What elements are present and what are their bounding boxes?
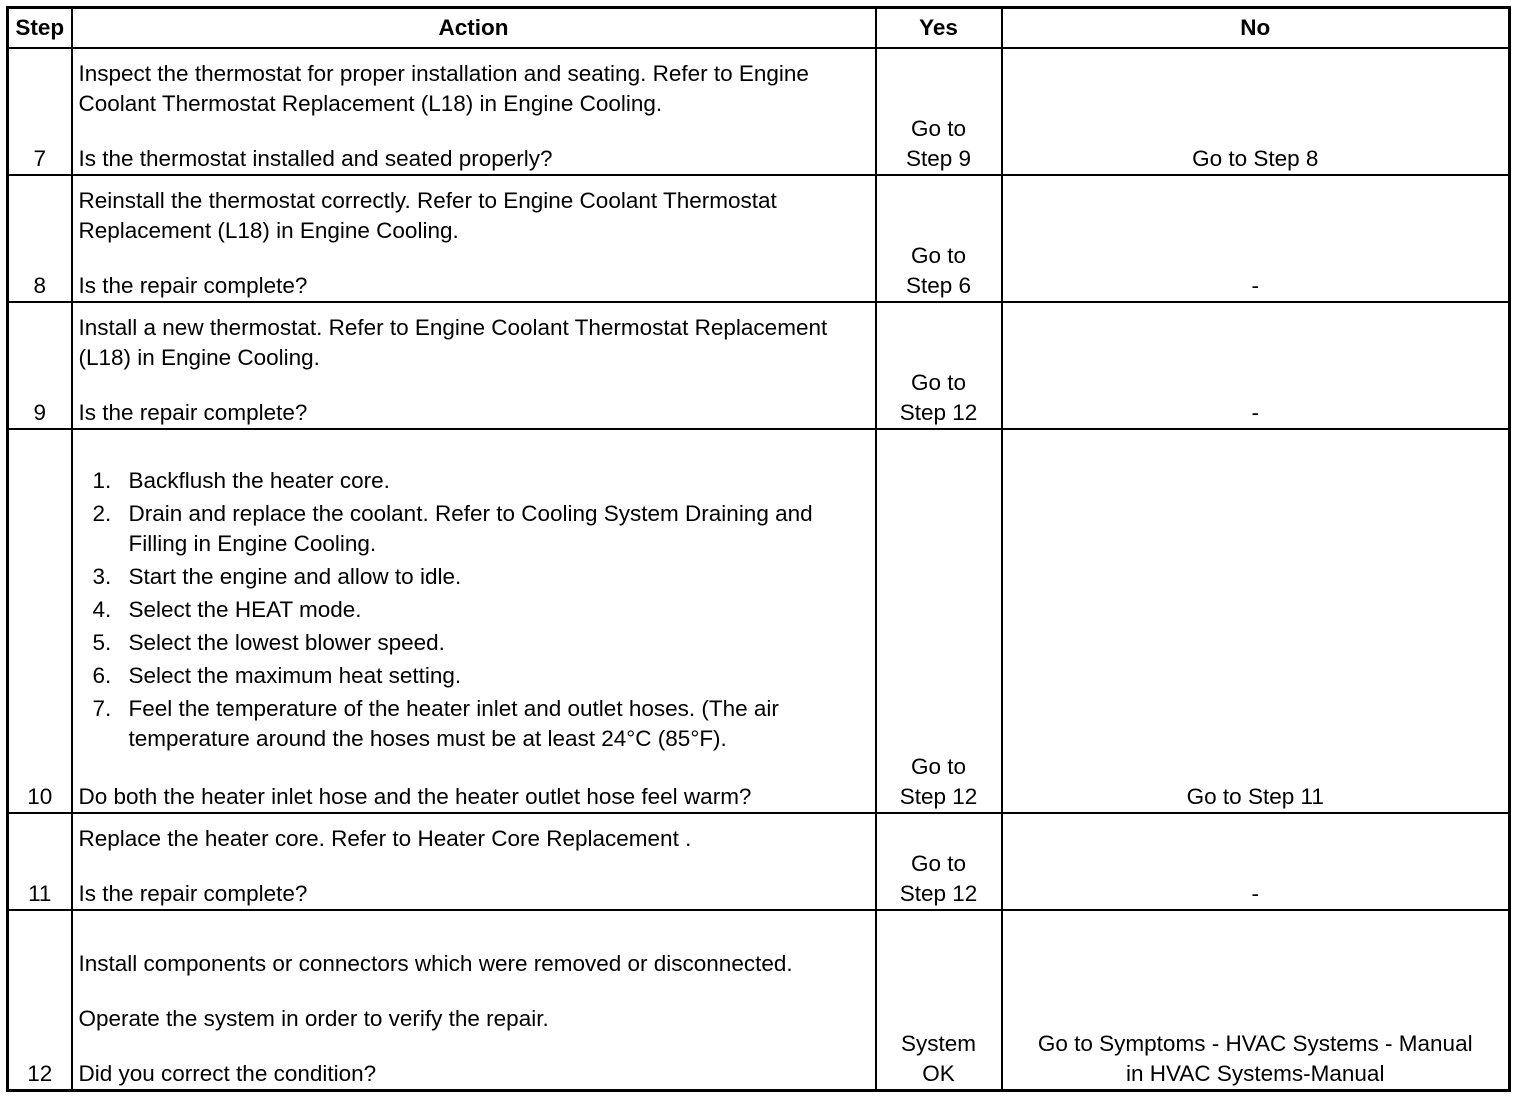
- table-row: [8, 429, 1510, 813]
- yes-cell: [876, 813, 1002, 910]
- step-number: 8: [8, 175, 72, 302]
- list-item: 7. Feel the temperature of the heater inlet and outlet hoses. (The air temperature around the hoses must be at least 24°C (85°F).: [92, 696, 779, 751]
- yes-link: Go to: [910, 754, 967, 779]
- step-number: 10: [8, 429, 72, 813]
- list-item: 5. Select the lowest blower speed.: [92, 630, 445, 655]
- yes-result: System: [900, 1030, 976, 1056]
- action-text: Reinstall the thermostat correctly. Refer to Engine Coolant Thermostat Replacement (L18) in Engine Cooling.: [78, 188, 777, 243]
- no-cell: [1002, 813, 1510, 910]
- action-question: Is the repair complete?: [78, 881, 308, 906]
- no-link: -: [1251, 400, 1259, 425]
- step-number: 7: [8, 48, 72, 175]
- action-cell: [72, 429, 876, 813]
- yes-link: Step 12: [899, 784, 978, 809]
- table-row: [8, 910, 1510, 1090]
- yes-cell: [876, 429, 1002, 813]
- procedure-list: [79, 466, 869, 754]
- yes-cell: [876, 48, 1002, 175]
- action-cell: [72, 175, 876, 302]
- yes-cell: [876, 175, 1002, 302]
- list-item: 3. Start the engine and allow to idle.: [92, 564, 462, 589]
- list-item: 2. Drain and replace the coolant. Refer to Cooling System Draining and Filling in Engine Cooling.: [92, 501, 813, 556]
- table-row: [8, 175, 1510, 302]
- table-row: [8, 813, 1510, 910]
- no-cell: [1002, 175, 1510, 302]
- header-yes: Yes: [876, 8, 1002, 49]
- no-link: -: [1251, 273, 1259, 298]
- no-cell: [1002, 302, 1510, 429]
- yes-cell: [876, 302, 1002, 429]
- yes-link: Step 12: [899, 400, 978, 425]
- no-link: Go to Step 11: [1186, 784, 1324, 809]
- table-row: [8, 302, 1510, 429]
- action-cell: [72, 302, 876, 429]
- table-row: [8, 48, 1510, 175]
- header-no: No: [1002, 8, 1510, 49]
- list-item: 4. Select the HEAT mode.: [92, 597, 362, 622]
- step-number: 11: [8, 813, 72, 910]
- action-text-second: Operate the system in order to verify the repair.: [78, 1005, 549, 1031]
- no-link: Go to Step 8: [1192, 146, 1319, 171]
- no-cell: [1002, 429, 1510, 813]
- action-cell: [72, 910, 876, 1090]
- action-question: Do both the heater inlet hose and the heater outlet hose feel warm?: [78, 784, 752, 809]
- action-text: Inspect the thermostat for proper installation and seating. Refer to Engine Coolant Thermostat Replacement (L18) in Engine Cooling.: [78, 61, 809, 116]
- action-question: Is the repair complete?: [78, 273, 308, 298]
- list-item: 6. Select the maximum heat setting.: [92, 663, 462, 688]
- step-number: 12: [8, 910, 72, 1090]
- action-question: Is the repair complete?: [78, 400, 308, 425]
- diagnostic-table: [6, 6, 1511, 1092]
- list-item: 1. Backflush the heater core.: [92, 468, 390, 493]
- yes-cell: [876, 910, 1002, 1090]
- yes-link: Go to: [910, 243, 967, 268]
- no-link: in HVAC Systems-Manual: [1126, 1060, 1385, 1086]
- no-link: Go to Symptoms - HVAC Systems - Manual: [1037, 1030, 1473, 1056]
- header-step: Step: [8, 8, 72, 49]
- action-question: Did you correct the condition?: [78, 1060, 377, 1086]
- action-question: Is the thermostat installed and seated properly?: [78, 146, 553, 171]
- no-cell: [1002, 910, 1510, 1090]
- yes-result: OK: [922, 1060, 955, 1086]
- action-cell: [72, 48, 876, 175]
- no-cell: [1002, 48, 1510, 175]
- action-cell: [72, 813, 876, 910]
- yes-link: Step 9: [905, 146, 972, 171]
- no-link: -: [1251, 881, 1259, 906]
- yes-link: Step 12: [899, 881, 978, 906]
- action-text: Replace the heater core. Refer to Heater Core Replacement .: [78, 826, 692, 851]
- header-action: Action: [72, 8, 876, 49]
- header-row: [8, 8, 1510, 49]
- action-text: Install a new thermostat. Refer to Engine Coolant Thermostat Replacement (L18) in Engine Cooling.: [78, 315, 828, 370]
- step-number: 9: [8, 302, 72, 429]
- yes-link: Go to: [910, 851, 967, 876]
- yes-link: Go to: [910, 370, 967, 395]
- yes-link: Go to: [910, 116, 967, 141]
- action-text: Install components or connectors which were removed or disconnected.: [78, 950, 793, 976]
- yes-link: Step 6: [905, 273, 972, 298]
